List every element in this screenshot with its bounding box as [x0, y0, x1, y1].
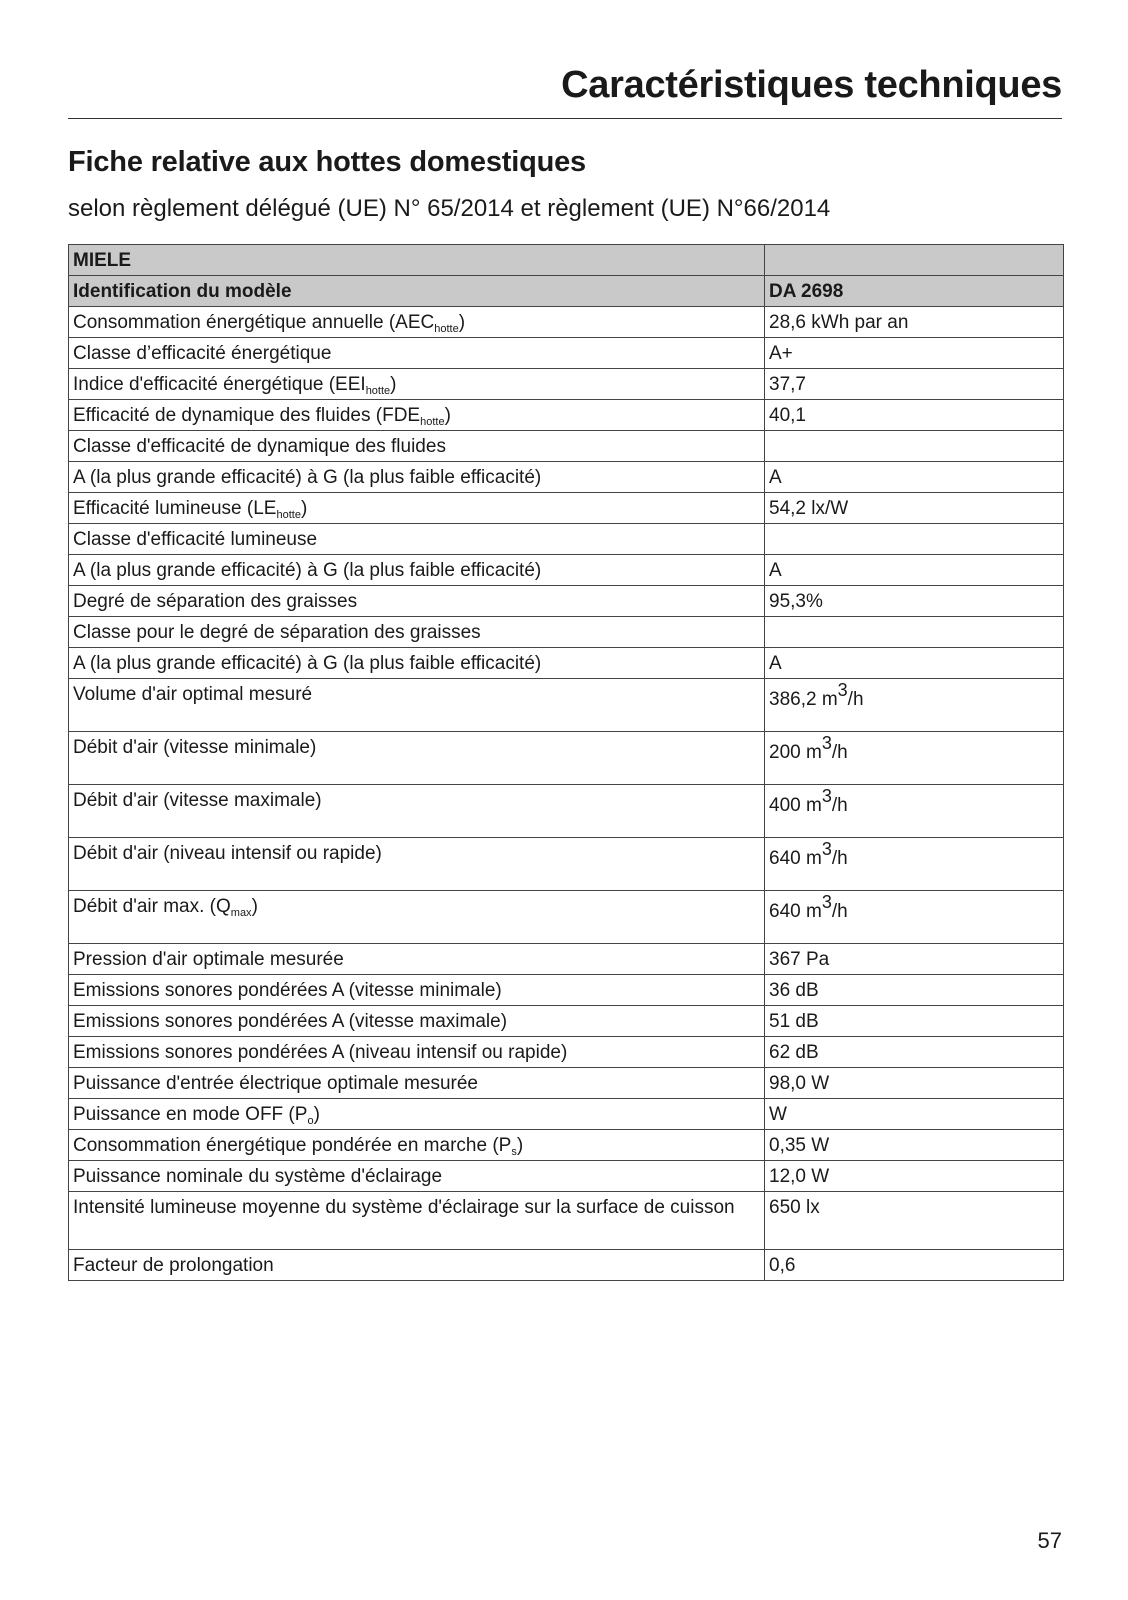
row-value: 51 dB [765, 1006, 1064, 1037]
row-label: Efficacité lumineuse $(LE_{hotte})$ [69, 493, 765, 524]
row-value: 37,7 [765, 369, 1064, 400]
row-value: 28,6 kWh par an [765, 307, 1064, 338]
brand-value-cell [765, 245, 1064, 276]
row-label: A (la plus grande efficacité) à G (la plus faible efficacité) [69, 648, 765, 679]
row-label: Efficacité de dynamique des fluides $(FDE_{hotte})$ [69, 400, 765, 431]
row-label: Puissance d'entrée électrique optimale mesurée [69, 1068, 765, 1099]
row-label: Classe pour le degré de séparation des graisses [69, 617, 765, 648]
spec-table [68, 244, 1064, 1281]
row-value: 640 $m^3/h$ [765, 838, 1064, 891]
row-value: 400 $m^3/h$ [765, 785, 1064, 838]
row-label: Emissions sonores pondérées A (niveau intensif ou rapide) [69, 1037, 765, 1068]
row-label: Puissance nominale du système d'éclairage [69, 1161, 765, 1192]
table-row [69, 431, 1064, 462]
table-row [69, 307, 1064, 338]
row-label: Facteur de prolongation [69, 1250, 765, 1281]
row-value: 40,1 [765, 400, 1064, 431]
row-label: Débit d'air max. $(Q_{max})$ [69, 891, 765, 944]
table-row [69, 648, 1064, 679]
row-label: Emissions sonores pondérées A (vitesse maximale) [69, 1006, 765, 1037]
table-row [69, 1250, 1064, 1281]
row-value: 200 $m^3/h$ [765, 732, 1064, 785]
row-label: Puissance en mode OFF $(P_o)$ [69, 1099, 765, 1130]
table-row [69, 785, 1064, 838]
row-label: Classe d'efficacité de dynamique des fluides [69, 431, 765, 462]
row-value: W [765, 1099, 1064, 1130]
row-value: 640 $m^3/h$ [765, 891, 1064, 944]
model-label: Identification du modèle [69, 276, 765, 307]
table-row [69, 524, 1064, 555]
section-subtitle: selon règlement délégué (UE) N° 65/2014 et règlement (UE) N°66/2014 [68, 195, 831, 222]
row-label: Volume d'air optimal mesuré [69, 679, 765, 732]
row-value: 0,6 [765, 1250, 1064, 1281]
row-value: 367 Pa [765, 944, 1064, 975]
row-label: Consommation énergétique pondérée en marche $(P_s)$ [69, 1130, 765, 1161]
row-value [765, 431, 1064, 462]
row-value: A+ [765, 338, 1064, 369]
table-row [69, 555, 1064, 586]
table-row [69, 400, 1064, 431]
table-row [69, 1161, 1064, 1192]
row-label: Pression d'air optimale mesurée [69, 944, 765, 975]
row-label: Consommation énergétique annuelle $(AEC_{hotte})$ [69, 307, 765, 338]
table-row [69, 1099, 1064, 1130]
table-row [69, 975, 1064, 1006]
row-label: Débit d'air (niveau intensif ou rapide) [69, 838, 765, 891]
table-row [69, 338, 1064, 369]
table-row [69, 1192, 1064, 1250]
table-row [69, 369, 1064, 400]
table-row [69, 732, 1064, 785]
page-title: Caractéristiques techniques [561, 64, 1062, 106]
row-value: 36 dB [765, 975, 1064, 1006]
row-label: Emissions sonores pondérées A (vitesse minimale) [69, 975, 765, 1006]
table-row [69, 493, 1064, 524]
row-label: A (la plus grande efficacité) à G (la plus faible efficacité) [69, 462, 765, 493]
model-value: DA 2698 [765, 276, 1064, 307]
table-header-model [69, 276, 1064, 307]
row-label: Classe d'efficacité lumineuse [69, 524, 765, 555]
row-label: Débit d'air (vitesse minimale) [69, 732, 765, 785]
table-row [69, 586, 1064, 617]
page-header [68, 62, 1062, 119]
row-value: A [765, 648, 1064, 679]
row-label: Débit d'air (vitesse maximale) [69, 785, 765, 838]
table-row [69, 944, 1064, 975]
row-value [765, 617, 1064, 648]
table-row [69, 679, 1064, 732]
row-value: 650 lx [765, 1192, 1064, 1250]
row-label: A (la plus grande efficacité) à G (la plus faible efficacité) [69, 555, 765, 586]
row-value: 62 dB [765, 1037, 1064, 1068]
table-row [69, 1068, 1064, 1099]
row-value: 95,3% [765, 586, 1064, 617]
table-row [69, 617, 1064, 648]
row-value: 54,2 lx/W [765, 493, 1064, 524]
table-row [69, 838, 1064, 891]
brand-cell: MIELE [69, 245, 765, 276]
row-value: 0,35 W [765, 1130, 1064, 1161]
row-value: 386,2 $m^3/h$ [765, 679, 1064, 732]
row-value: A [765, 555, 1064, 586]
row-value: A [765, 462, 1064, 493]
table-row [69, 891, 1064, 944]
section-title: Fiche relative aux hottes domestiques [68, 146, 586, 178]
row-label: Indice d'efficacité énergétique $(EEI_{hotte})$ [69, 369, 765, 400]
row-value [765, 524, 1064, 555]
page-number: 57 [1037, 1528, 1062, 1553]
row-label: Intensité lumineuse moyenne du système d'éclairage sur la surface de cuisson [69, 1192, 765, 1250]
row-value: 98,0 W [765, 1068, 1064, 1099]
row-label: Classe d’efficacité énergétique [69, 338, 765, 369]
table-row [69, 1006, 1064, 1037]
table-header-brand [69, 245, 1064, 276]
table-row [69, 1037, 1064, 1068]
table-row [69, 1130, 1064, 1161]
row-value: 12,0 W [765, 1161, 1064, 1192]
row-label: Degré de séparation des graisses [69, 586, 765, 617]
table-row [69, 462, 1064, 493]
